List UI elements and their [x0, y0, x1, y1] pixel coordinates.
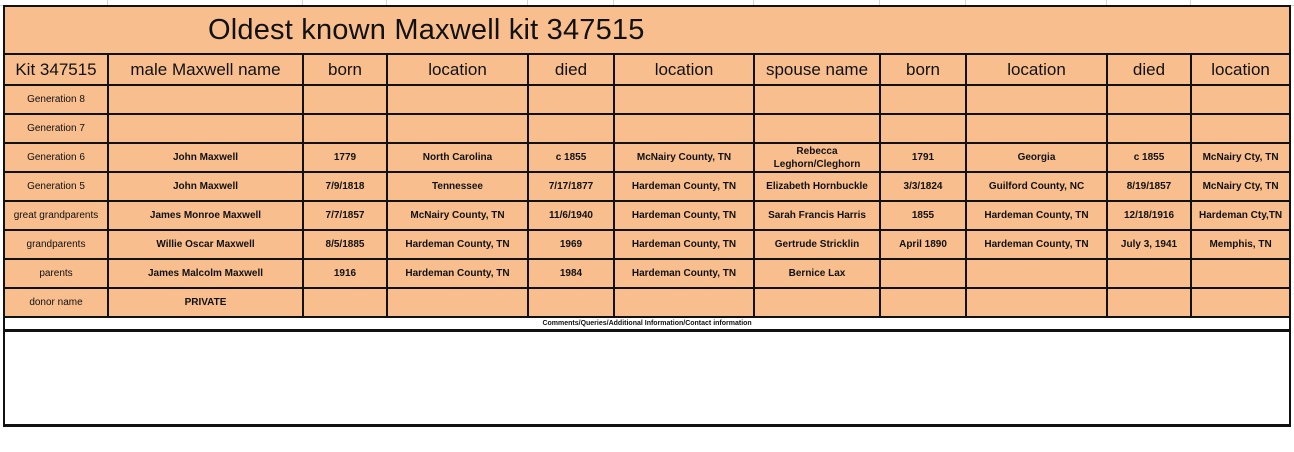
data-cell[interactable]	[303, 114, 387, 143]
data-cell[interactable]: 1779	[303, 143, 387, 172]
data-cell[interactable]: Sarah Francis Harris	[754, 201, 880, 230]
data-cell[interactable]: c 1855	[1107, 143, 1191, 172]
row-label-cell[interactable]: Generation 6	[4, 143, 108, 172]
header-cell[interactable]: died	[1107, 54, 1191, 85]
data-cell[interactable]: 1855	[880, 201, 966, 230]
data-cell[interactable]	[387, 288, 528, 317]
data-cell[interactable]	[528, 85, 614, 114]
data-cell[interactable]	[614, 85, 754, 114]
data-cell[interactable]: Tennessee	[387, 172, 528, 201]
row-label-cell[interactable]: Generation 7	[4, 114, 108, 143]
data-cell[interactable]	[387, 85, 528, 114]
data-cell[interactable]: Gertrude Stricklin	[754, 230, 880, 259]
data-cell[interactable]: Hardeman County, TN	[966, 201, 1107, 230]
row-label-cell[interactable]: grandparents	[4, 230, 108, 259]
data-cell[interactable]: Hardeman County, TN	[387, 230, 528, 259]
data-cell[interactable]	[1107, 85, 1191, 114]
data-cell[interactable]: Hardeman County, TN	[614, 230, 754, 259]
data-cell[interactable]	[966, 85, 1107, 114]
data-cell[interactable]: 12/18/1916	[1107, 201, 1191, 230]
header-cell[interactable]: male Maxwell name	[108, 54, 303, 85]
data-cell[interactable]: Rebecca Leghorn/Cleghorn	[754, 143, 880, 172]
row-label-cell[interactable]: donor name	[4, 288, 108, 317]
data-cell[interactable]	[754, 114, 880, 143]
data-cell[interactable]: McNairy Cty, TN	[1191, 172, 1290, 201]
comments-body-cell[interactable]	[4, 331, 1290, 426]
data-cell[interactable]: 1916	[303, 259, 387, 288]
header-cell[interactable]: died	[528, 54, 614, 85]
data-cell[interactable]	[614, 114, 754, 143]
data-cell[interactable]: John Maxwell	[108, 172, 303, 201]
maxwell-lineage-table	[3, 5, 1291, 427]
data-cell[interactable]: Hardeman Cty,TN	[1191, 201, 1290, 230]
data-cell[interactable]: McNairy Cty, TN	[1191, 143, 1290, 172]
data-cell[interactable]: Hardeman County, TN	[614, 201, 754, 230]
data-cell[interactable]	[880, 259, 966, 288]
header-cell[interactable]: location	[614, 54, 754, 85]
data-cell[interactable]	[966, 259, 1107, 288]
data-cell[interactable]	[108, 114, 303, 143]
data-cell[interactable]: McNairy County, TN	[614, 143, 754, 172]
data-cell[interactable]: Willie Oscar Maxwell	[108, 230, 303, 259]
table-row	[4, 288, 1290, 317]
data-cell[interactable]	[1191, 259, 1290, 288]
comments-label-cell[interactable]: Comments/Queries/Additional Information/Contact information	[4, 317, 1290, 331]
data-cell[interactable]: 8/5/1885	[303, 230, 387, 259]
data-cell[interactable]: James Malcolm Maxwell	[108, 259, 303, 288]
data-cell[interactable]: Hardeman County, TN	[387, 259, 528, 288]
data-cell[interactable]: Elizabeth Hornbuckle	[754, 172, 880, 201]
data-cell[interactable]	[303, 85, 387, 114]
data-cell[interactable]	[614, 288, 754, 317]
data-cell[interactable]: 1791	[880, 143, 966, 172]
table-row	[4, 230, 1290, 259]
data-cell[interactable]: 7/17/1877	[528, 172, 614, 201]
table-row	[4, 201, 1290, 230]
data-cell[interactable]: Bernice Lax	[754, 259, 880, 288]
data-cell[interactable]: 8/19/1857	[1107, 172, 1191, 201]
data-cell[interactable]: 11/6/1940	[528, 201, 614, 230]
data-cell[interactable]	[1107, 114, 1191, 143]
data-cell[interactable]: Memphis, TN	[1191, 230, 1290, 259]
data-cell[interactable]: North Carolina	[387, 143, 528, 172]
data-cell[interactable]	[303, 288, 387, 317]
data-cell[interactable]	[1191, 114, 1290, 143]
header-cell[interactable]: spouse name	[754, 54, 880, 85]
data-cell[interactable]: James Monroe Maxwell	[108, 201, 303, 230]
data-cell[interactable]	[387, 114, 528, 143]
table-row	[4, 172, 1290, 201]
data-cell[interactable]	[1191, 288, 1290, 317]
data-cell[interactable]: Georgia	[966, 143, 1107, 172]
data-cell[interactable]	[966, 114, 1107, 143]
data-cell[interactable]: Hardeman County, TN	[614, 259, 754, 288]
data-cell[interactable]	[528, 114, 614, 143]
data-cell[interactable]: Guilford County, NC	[966, 172, 1107, 201]
data-rows	[4, 85, 1290, 317]
data-cell[interactable]	[880, 288, 966, 317]
data-cell[interactable]: PRIVATE	[108, 288, 303, 317]
title-cell[interactable]: Oldest known Maxwell kit 347515	[4, 6, 1290, 54]
row-label-cell[interactable]: Generation 8	[4, 85, 108, 114]
data-cell[interactable]: Hardeman County, TN	[614, 172, 754, 201]
header-cell[interactable]: location	[966, 54, 1107, 85]
header-cell[interactable]: born	[303, 54, 387, 85]
table-row	[4, 85, 1290, 114]
header-cell[interactable]: born	[880, 54, 966, 85]
data-cell[interactable]	[754, 85, 880, 114]
header-cell[interactable]: location	[387, 54, 528, 85]
data-cell[interactable]: April 1890	[880, 230, 966, 259]
data-cell[interactable]: 1984	[528, 259, 614, 288]
data-cell[interactable]	[880, 85, 966, 114]
data-cell[interactable]: 1969	[528, 230, 614, 259]
data-cell[interactable]: July 3, 1941	[1107, 230, 1191, 259]
data-cell[interactable]	[880, 114, 966, 143]
data-cell[interactable]: Hardeman County, TN	[966, 230, 1107, 259]
spreadsheet	[3, 5, 1289, 427]
data-cell[interactable]	[528, 288, 614, 317]
data-cell[interactable]: 3/3/1824	[880, 172, 966, 201]
table-row	[4, 143, 1290, 172]
data-cell[interactable]	[754, 288, 880, 317]
row-label-cell[interactable]: parents	[4, 259, 108, 288]
data-cell[interactable]	[966, 288, 1107, 317]
header-cell[interactable]: Kit 347515	[4, 54, 108, 85]
header-row	[4, 54, 1290, 85]
row-label-cell[interactable]: great grandparents	[4, 201, 108, 230]
table-row	[4, 114, 1290, 143]
data-cell[interactable]: 7/9/1818	[303, 172, 387, 201]
row-label-cell[interactable]: Generation 5	[4, 172, 108, 201]
data-cell[interactable]	[1107, 259, 1191, 288]
data-cell[interactable]	[1107, 288, 1191, 317]
data-cell[interactable]: John Maxwell	[108, 143, 303, 172]
header-cell[interactable]: location	[1191, 54, 1290, 85]
table-row	[4, 259, 1290, 288]
data-cell[interactable]: c 1855	[528, 143, 614, 172]
data-cell[interactable]	[1191, 85, 1290, 114]
data-cell[interactable]: McNairy County, TN	[387, 201, 528, 230]
data-cell[interactable]	[108, 85, 303, 114]
data-cell[interactable]: 7/7/1857	[303, 201, 387, 230]
